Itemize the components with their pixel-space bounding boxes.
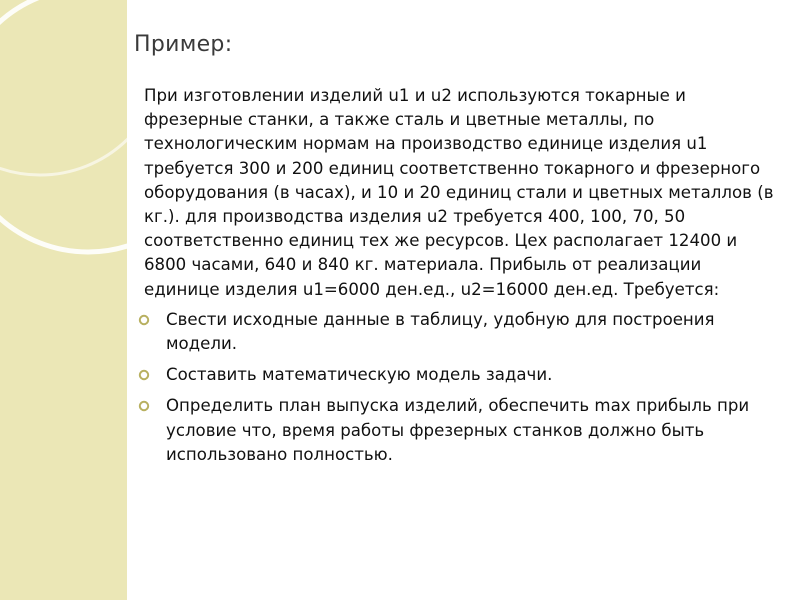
task-item xyxy=(144,308,776,356)
task-text: Определить план выпуска изделий, обеспечить max прибыль при условие что, время работы фрезерных станков должно быть использовано полностью. xyxy=(166,396,750,464)
problem-paragraph: При изготовлении изделий u1 и u2 используются токарные и фрезерные станки, а также сталь и цветные металлы, по технологическим нормам на производство единице изделия u1 требуется 300 и 200 единиц соответственно токарного и фрезерного оборудования (в часах), и 10 и 20 единиц стали и цветных металлов (в кг.). для производства изделия u2 требуется 400, 100, 70, 50 соответственно единиц тех же ресурсов. Цех располагает 12400 и 6800 часами, 640 и 840 кг. материала. Прибыль от реализации единице изделия u1=6000 ден.ед., u2=16000 ден.ед. Требуется: xyxy=(144,86,774,299)
task-item xyxy=(144,394,776,467)
task-list xyxy=(144,308,776,467)
decorative-sidebar xyxy=(0,0,127,600)
slide-title: Пример: xyxy=(134,32,233,57)
task-text: Свести исходные данные в таблицу, удобную для построения модели. xyxy=(166,309,715,354)
hollow-circle-bullet-icon xyxy=(138,314,150,326)
task-text: Составить математическую модель задачи. xyxy=(166,365,553,385)
hollow-circle-bullet-icon xyxy=(138,369,150,381)
ring-large xyxy=(0,0,127,252)
decorative-rings xyxy=(0,0,127,600)
hollow-circle-bullet-icon xyxy=(138,400,150,412)
task-item xyxy=(144,363,776,387)
ring-small xyxy=(0,0,127,175)
slide-content xyxy=(144,84,776,474)
